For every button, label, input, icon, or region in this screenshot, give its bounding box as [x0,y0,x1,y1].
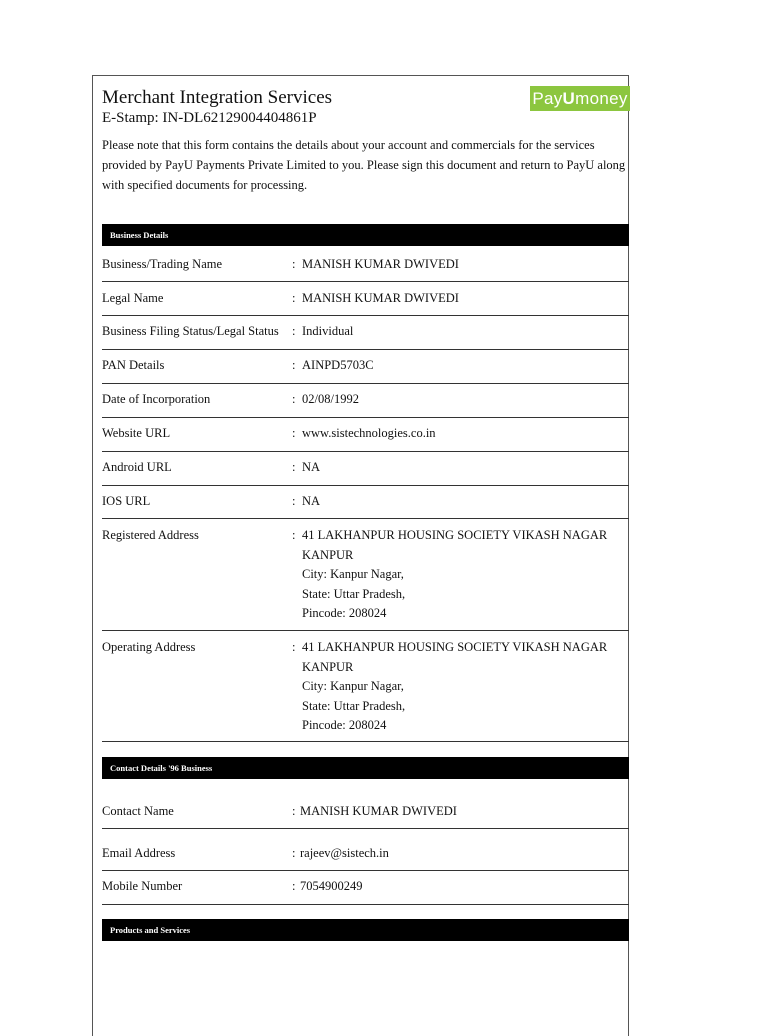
address-line: KANPUR [302,659,354,674]
address-line: State: Uttar Pradesh, [302,586,406,601]
field-value: 7054900249 [300,879,363,893]
table-row [102,458,629,486]
separator: : [292,846,296,860]
address-line: 41 LAKHANPUR HOUSING SOCIETY VIKASH NAGAR [302,528,608,542]
field-label: Mobile Number [102,879,183,893]
separator: : [292,640,296,654]
field-label: Contact Name [102,804,174,818]
field-label: Email Address [102,846,176,860]
address-line: Pincode: 208024 [302,718,387,732]
table-row-registered-address [102,526,629,631]
estamp-number: E-Stamp: IN-DL62129004404861P [102,110,317,126]
document-title: Merchant Integration Services [102,87,333,108]
separator: : [292,460,296,474]
table-row [102,844,629,871]
separator: : [292,879,296,893]
field-label: Registered Address [102,528,199,542]
field-label: Android URL [102,460,172,474]
field-value: NA [302,460,321,474]
table-row [102,802,629,829]
table-row [102,322,629,350]
field-label: PAN Details [102,358,165,372]
address-line: KANPUR [302,547,354,562]
table-row-operating-address [102,638,629,742]
field-value: 02/08/1992 [302,392,359,406]
separator: : [292,358,296,372]
field-label: Date of Incorporation [102,392,211,406]
field-value: MANISH KUMAR DWIVEDI [302,291,459,305]
field-value: MANISH KUMAR DWIVEDI [302,257,459,271]
business-details-heading: Business Details [102,224,629,246]
separator: : [292,291,296,305]
field-label: Business/Trading Name [102,257,223,271]
table-row [102,424,629,452]
payumoney-logo-icon: PayUmoney [530,86,630,111]
address-block [302,638,632,736]
field-value: MANISH KUMAR DWIVEDI [300,804,457,818]
field-label: Website URL [102,426,171,440]
address-line: City: Kanpur Nagar, [302,679,404,693]
field-value: rajeev@sistech.in [300,846,389,860]
address-line: State: Uttar Pradesh, [302,698,406,713]
table-row [102,877,629,905]
address-line: Pincode: 208024 [302,606,387,620]
field-label: IOS URL [102,494,151,508]
field-label: Business Filing Status/Legal Status [102,324,279,338]
address-line: 41 LAKHANPUR HOUSING SOCIETY VIKASH NAGAR [302,640,608,654]
separator: : [292,528,296,542]
table-row [102,289,629,316]
separator: : [292,804,296,818]
contact-details-heading: Contact Details '96 Business [102,757,629,779]
field-value: www.sistechnologies.co.in [302,426,436,440]
separator: : [292,324,296,338]
intro-paragraph: Please note that this form contains the details about your account and commercials for the services provided by PayU Payments Private Limited to you. Please sign this document and return to PayU along with specified documents for processing. [102,138,626,192]
table-row [102,255,629,282]
field-value: Individual [302,324,354,338]
separator: : [292,392,296,406]
table-row [102,390,629,418]
field-value: NA [302,494,321,508]
separator: : [292,494,296,508]
address-block [302,526,632,624]
field-label: Legal Name [102,291,164,305]
products-services-heading: Products and Services [102,919,629,941]
table-row [102,356,629,384]
address-line: City: Kanpur Nagar, [302,567,404,581]
table-row [102,492,629,519]
field-value: AINPD5703C [302,358,374,372]
field-label: Operating Address [102,640,196,654]
separator: : [292,426,296,440]
separator: : [292,257,296,271]
